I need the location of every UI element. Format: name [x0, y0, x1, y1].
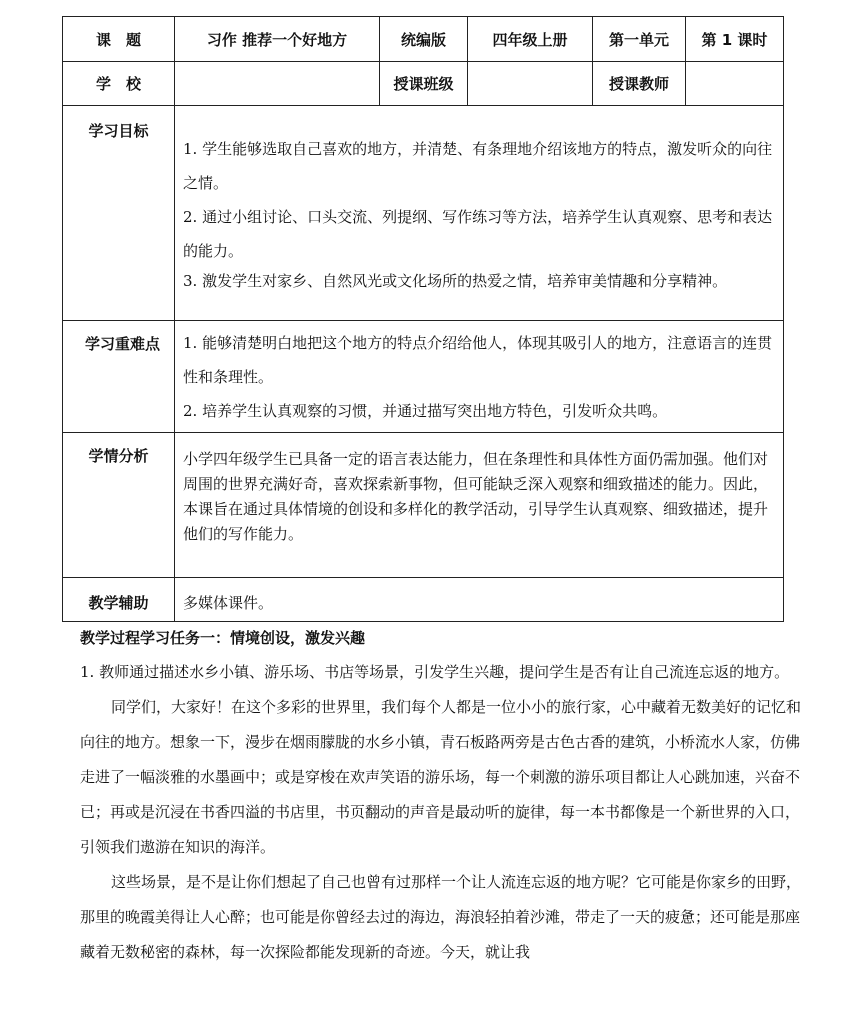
- analysis-content: [175, 433, 784, 578]
- process-step-1: 1. 教师通过描述水乡小镇、游乐场、书店等场景，引发学生兴趣，提问学生是否有让自己流连忘返的地方。: [80, 663, 790, 681]
- teacher-label: 授课教师: [593, 62, 686, 106]
- analysis-label: 学情分析: [63, 433, 175, 578]
- aids-content: 多媒体课件。: [175, 578, 784, 622]
- objectives-row: [63, 106, 784, 321]
- lesson-plan-table: [62, 16, 784, 622]
- school-row: [63, 62, 784, 106]
- teacher-value: [686, 62, 784, 106]
- key-point-item: 2. 培养学生认真观察的习惯，并通过描写突出地方特色，引发听众共鸣。: [183, 401, 668, 420]
- key-point-item: 1. 能够清楚明白地把这个地方的特点介绍给他人，体现其吸引人的地方，注意语言的连贯性和条理性。: [183, 333, 773, 386]
- objective-item: 2. 通过小组讨论、口头交流、列提纲、写作练习等方法，培养学生认真观察、思考和表达的能力。: [183, 208, 773, 260]
- grade-value: 四年级上册: [468, 17, 593, 62]
- school-value: [175, 62, 380, 106]
- class-label: 授课班级: [380, 62, 468, 106]
- unit-value: 第一单元: [593, 17, 686, 62]
- objective-item: 3. 激发学生对家乡、自然风光或文化场所的热爱之情，培养审美情趣和分享精神。: [183, 272, 728, 290]
- process-paragraph-2: 这些场景，是不是让你们想起了自己也曾有过那样一个让人流连忘返的地方呢？它可能是你家乡的田野，那里的晚霞美得让人心醉；也可能是你曾经去过的海边，海浪轻拍着沙滩，带走了一天的疲惫；还可能是那座藏着无数秘密的森林，每一次探险都能发现新的奇迹。今天，就让我: [80, 873, 802, 961]
- topic-label: 课 题: [63, 17, 175, 62]
- teaching-process: [80, 655, 802, 970]
- topic-value: 习作 推荐一个好地方: [175, 17, 380, 62]
- objectives-label: 学习目标: [63, 106, 175, 321]
- key-points-label: 学习重难点: [63, 321, 175, 433]
- key-points-content: [175, 321, 784, 433]
- lesson-value: 第 1 课时: [686, 17, 784, 62]
- school-label: 学 校: [63, 62, 175, 106]
- analysis-row: [63, 433, 784, 578]
- edition-value: 统编版: [380, 17, 468, 62]
- aids-row: [63, 578, 784, 622]
- header-row: [63, 17, 784, 62]
- objectives-content: [175, 106, 784, 321]
- analysis-text: 小学四年级学生已具备一定的语言表达能力，但在条理性和具体性方面仍需加强。他们对周围的世界充满好奇，喜欢探索新事物，但可能缺乏深入观察和细致描述的能力。因此，本课旨在通过具体情境的创设和多样化的教学活动，引导学生认真观察、细致描述，提升他们的写作能力。: [183, 450, 769, 543]
- key-points-row: [63, 321, 784, 433]
- process-paragraph-1: 同学们，大家好！在这个多彩的世界里，我们每个人都是一位小小的旅行家，心中藏着无数美好的记忆和向往的地方。想象一下，漫步在烟雨朦胧的水乡小镇，青石板路两旁是古色古香的建筑，小桥流水人家，仿佛走进了一幅淡雅的水墨画中；或是穿梭在欢声笑语的游乐场，每一个刺激的游乐项目都让人心跳加速，兴奋不已；再或是沉浸在书香四溢的书店里，书页翻动的声音是最动听的旋律，每一本书都像是一个新世界的入口，引领我们遨游在知识的海洋。: [80, 698, 802, 856]
- class-value: [468, 62, 593, 106]
- aids-label: 教学辅助: [63, 578, 175, 622]
- task-one-heading: 教学过程学习任务一：情境创设，激发兴趣: [80, 629, 366, 647]
- objective-item: 1. 学生能够选取自己喜欢的地方，并清楚、有条理地介绍该地方的特点，激发听众的向往之情。: [183, 140, 773, 192]
